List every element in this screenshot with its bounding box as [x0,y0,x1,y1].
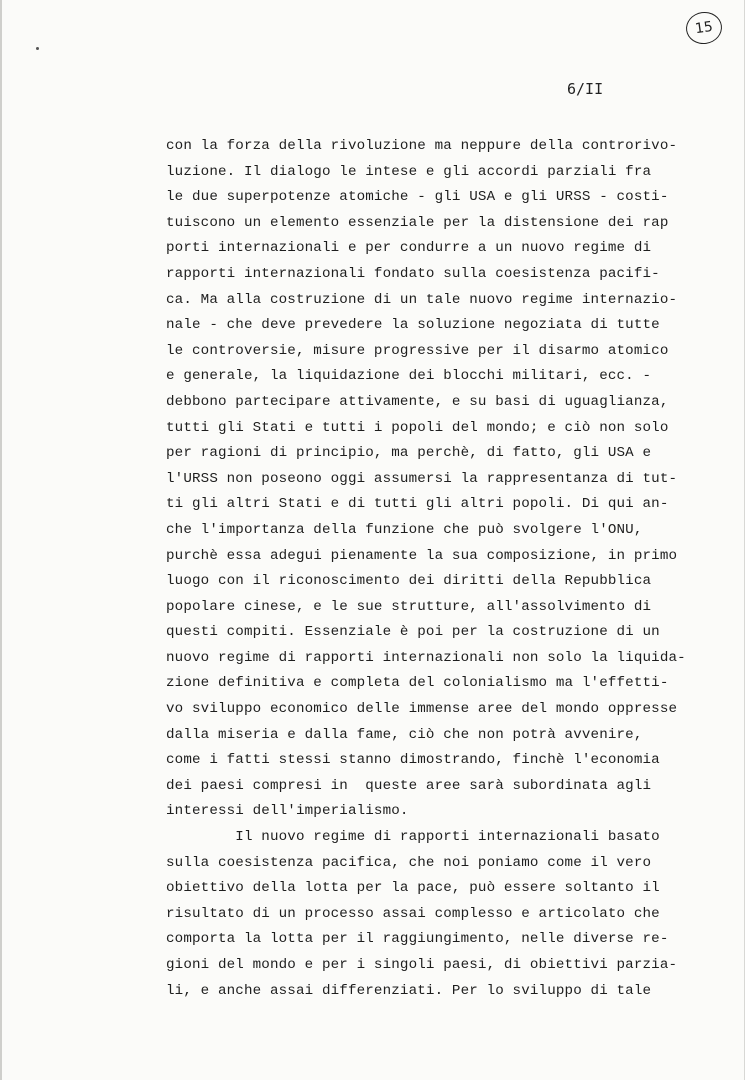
text-line: purchè essa adegui pienamente la sua composizione, in primo [166,547,678,564]
text-line: vo sviluppo economico delle immense aree del mondo oppresse [166,701,678,718]
text-line: ti gli altri Stati e di tutti gli altri popoli. Di qui an- [166,496,669,513]
text-line: popolare cinese, e le sue strutture, all'assolvimento di [166,598,652,615]
text-line: gioni del mondo e per i singoli paesi, di obiettivi parzia- [166,957,678,973]
text-line: debbono partecipare attivamente, e su basi di uguaglianza, [166,393,669,410]
text-line: dalla miseria e dalla fame, ciò che non potrà avvenire, [166,726,643,743]
text-line: ca. Ma alla costruzione di un tale nuovo regime internazio- [166,291,678,308]
scan-speck [36,47,39,50]
text-line: obiettivo della lotta per la pace, può essere soltanto il [166,880,660,897]
text-line: nuovo regime di rapporti internazionali non solo la liquida- [166,649,686,666]
text-line: per ragioni di principio, ma perchè, di fatto, gli USA e [166,445,652,462]
text-line: porti internazionali e per condurre a un nuovo regime di [166,240,652,257]
text-line: tuiscono un elemento essenziale per la distensione dei rap [166,214,669,231]
text-line: luzione. Il dialogo le intese e gli accordi parziali fra [166,163,652,180]
text-line: questi compiti. Essenziale è poi per la costruzione di un [166,624,660,641]
text-line: dei paesi compresi in queste aree sarà subordinata agli [166,777,652,794]
text-line: e generale, la liquidazione dei blocchi militari, ecc. - [166,368,652,385]
text-line: le due superpotenze atomiche - gli USA e gli URSS - costi- [166,189,669,206]
text-line: come i fatti stessi stanno dimostrando, finchè l'economia [166,752,660,769]
text-line: tutti gli Stati e tutti i popoli del mondo; e ciò non solo [166,419,669,436]
handwritten-page-stamp [684,10,724,47]
text-line: rapporti internazionali fondato sulla coesistenza pacifi- [166,265,660,282]
text-line: luogo con il riconoscimento dei diritti della Repubblica [166,573,652,590]
typewritten-body-text [166,134,726,1004]
text-line: che l'importanza della funzione che può svolgere l'ONU, [166,521,643,538]
text-line: l'URSS non poseono oggi assumersi la rappresentanza di tut- [166,470,678,487]
text-line: interessi dell'imperialismo. [166,803,409,820]
text-line: le controversie, misure progressive per il disarmo atomico [166,342,669,359]
text-line: zione definitiva e completa del colonialismo ma l'effetti- [166,675,669,692]
text-line: sulla coesistenza pacifica, che noi poniamo come il vero [166,854,652,871]
text-line: con la forza della rivoluzione ma neppure della controrivo- [166,138,678,154]
page-edge-left [0,0,2,1080]
text-line: risultato di un processo assai complesso e articolato che [166,905,660,922]
page-number: 6/II [567,80,604,98]
stamp-number: 15 [694,18,714,38]
text-line: comporta la lotta per il raggiungimento, nelle diverse re- [166,931,669,948]
text-line: li, e anche assai differenziati. Per lo sviluppo di tale [166,982,652,999]
text-line: nale - che deve prevedere la soluzione negoziata di tutte [166,317,660,334]
text-line: Il nuovo regime di rapporti internazionali basato [166,829,660,846]
